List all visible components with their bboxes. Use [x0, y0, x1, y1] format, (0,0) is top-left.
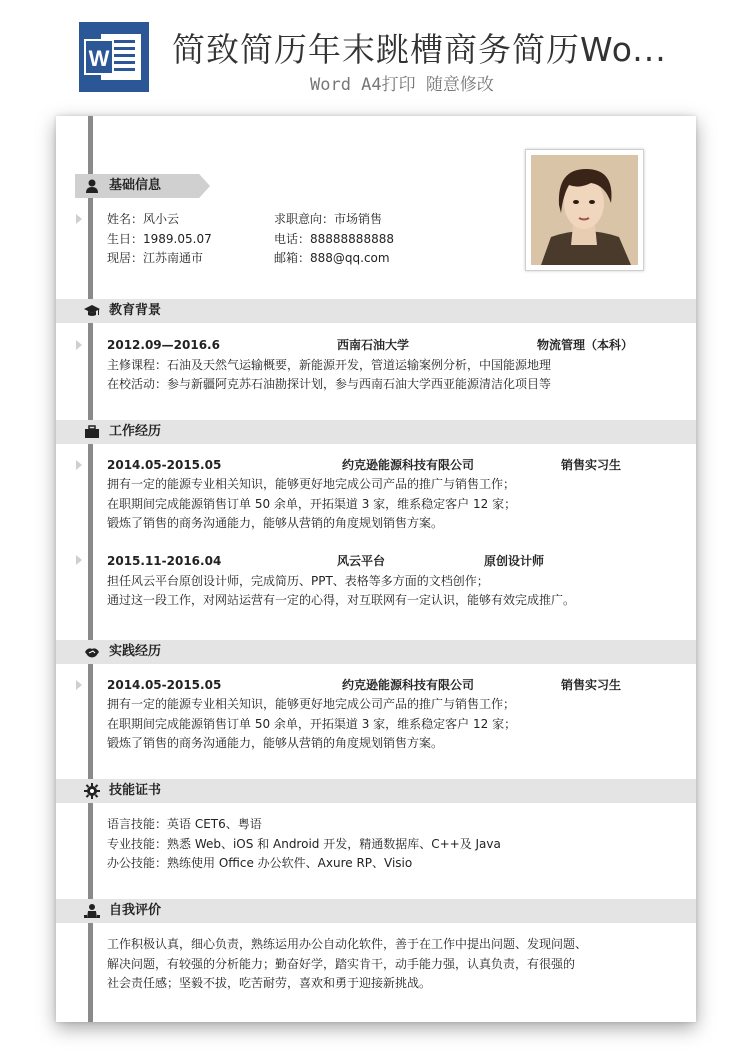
practice-line2: 在职期间完成能源销售订单 50 余单，开拓渠道 3 家，维系稳定客户 12 家； [107, 717, 517, 731]
practice-period: 2014.05-2015.05 [107, 678, 222, 692]
skills-professional: 专业技能：熟悉 Web、iOS 和 Android 开发，精通数据库、C++及 Java [107, 837, 501, 851]
section-title-basic: 基础信息 [109, 178, 162, 193]
profile-photo [525, 149, 644, 271]
job1-line3: 锻炼了销售的商务沟通能力，能够从营销的角度规划销售方案。 [107, 516, 444, 530]
handshake-icon [84, 644, 100, 660]
residence-field: 现居：江苏南通市 [107, 251, 204, 265]
self-line3: 社会责任感；坚毅不拔，吃苦耐劳，喜欢和勇于迎接新挑战。 [107, 976, 432, 990]
briefcase-icon [84, 424, 100, 440]
skills-language: 语言技能：英语 CET6、粤语 [107, 817, 262, 831]
word-document-icon [79, 22, 149, 92]
document-title: 简致简历年末跳槽商务简历Wo... [172, 30, 667, 69]
email-field: 邮箱：888@qq.com [274, 251, 390, 265]
practice-company: 约克逊能源科技有限公司 [342, 678, 475, 692]
practice-line1: 拥有一定的能源专业相关知识，能够更好地完成公司产品的推广与销售工作； [107, 697, 516, 711]
job2-company: 风云平台 [337, 554, 386, 568]
graduation-cap-icon [84, 303, 100, 319]
intent-field: 求职意向：市场销售 [274, 212, 383, 226]
resume-page [56, 116, 696, 1022]
edu-period: 2012.09—2016.6 [107, 338, 220, 352]
skills-office: 办公技能：熟练使用 Office 办公软件、Axure RP、Visio [107, 856, 413, 870]
edu-courses: 主修课程：石油及天然气运输概要，新能源开发，管道运输案例分析，中国能源地理 [107, 358, 552, 372]
job2-role: 原创设计师 [484, 554, 545, 568]
job1-period: 2014.05-2015.05 [107, 458, 222, 472]
timeline-marker [76, 460, 82, 470]
timeline-marker [76, 214, 82, 224]
job2-line2: 通过这一段工作，对网站运营有一定的心得，对互联网有一定认识，能够有效完成推广。 [107, 593, 576, 607]
timeline-marker [76, 340, 82, 350]
timeline-marker [76, 680, 82, 690]
user-icon [84, 178, 100, 194]
document-subtitle: Word A4打印 随意修改 [310, 75, 494, 95]
timeline-line [88, 116, 93, 1022]
section-title-work: 工作经历 [109, 424, 162, 439]
section-title-self: 自我评价 [109, 903, 162, 918]
edu-activities: 在校活动：参与新疆阿克苏石油勘探计划，参与西南石油大学西亚能源清洁化项目等 [107, 377, 552, 391]
section-title-education: 教育背景 [109, 303, 162, 318]
person-icon [84, 903, 100, 919]
svg-text:W: W [88, 46, 110, 71]
timeline-marker [76, 555, 82, 565]
job1-line1: 拥有一定的能源专业相关知识，能够更好地完成公司产品的推广与销售工作； [107, 477, 516, 491]
self-line1: 工作积极认真，细心负责，熟练运用办公自动化软件，善于在工作中提出问题、发现问题、 [107, 937, 588, 951]
edu-major: 物流管理（本科） [537, 338, 634, 352]
birth-field: 生日：1989.05.07 [107, 232, 212, 246]
job2-period: 2015.11-2016.04 [107, 554, 222, 568]
name-field: 姓名：风小云 [107, 212, 180, 226]
gear-icon [84, 783, 100, 799]
job2-line1: 担任风云平台原创设计师，完成简历、PPT、表格等多方面的文档创作； [107, 574, 489, 588]
job1-line2: 在职期间完成能源销售订单 50 余单，开拓渠道 3 家，维系稳定客户 12 家； [107, 497, 517, 511]
practice-line3: 锻炼了销售的商务沟通能力，能够从营销的角度规划销售方案。 [107, 736, 444, 750]
self-line2: 解决问题，有较强的分析能力；勤奋好学，踏实肯干，动手能力强，认真负责，有很强的 [107, 957, 576, 971]
section-title-practice: 实践经历 [109, 644, 162, 659]
edu-school: 西南石油大学 [337, 338, 410, 352]
job1-role: 销售实习生 [561, 458, 622, 472]
practice-role: 销售实习生 [561, 678, 622, 692]
section-title-skills: 技能证书 [109, 783, 162, 798]
job1-company: 约克逊能源科技有限公司 [342, 458, 475, 472]
phone-field: 电话：88888888888 [274, 232, 394, 246]
